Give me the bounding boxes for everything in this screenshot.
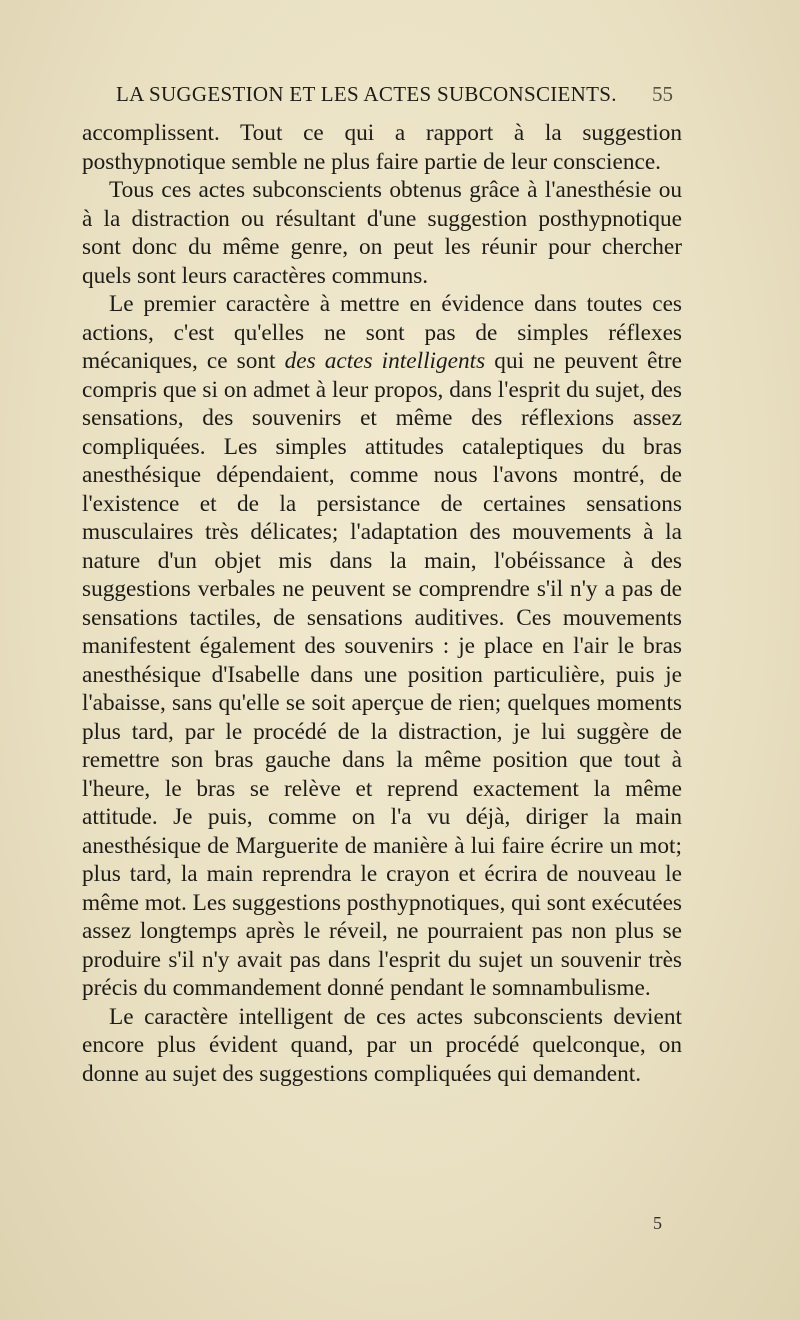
body-text xyxy=(82,119,682,1088)
signature-mark: 5 xyxy=(653,1213,662,1233)
italic-phrase: des actes intelligents xyxy=(284,348,486,374)
running-title: LA SUGGESTION ET LES ACTES SUBCONSCIENTS. xyxy=(116,82,617,106)
page-number: 55 xyxy=(652,82,673,106)
paragraph-continuation: accomplissent. Tout ce qui a rapport à la suggestion posthypnotique semble ne plus faire partie de leur conscience. xyxy=(82,120,682,175)
paragraph: Tous ces actes subconscients obtenus grâce à l'anesthésie ou à la distraction ou résultant d'une suggestion posthypnotique sont donc du même genre, on peut les réunir pour chercher quels sont leurs caractères communs. xyxy=(82,177,682,289)
paragraph: Le premier caractère à mettre en évidence dans toutes ces actions, c'est qu'elles ne sont pas de simples réflexes mécaniques, ce sont des actes intelligents qui ne peuvent être compris que si on admet à leur propos, dans l'esprit du sujet, des sensations, des souvenirs et même des réflexions assez compliquées. Les simples attitudes cataleptiques du bras anesthésique dépendaient, comme nous l'avons montré, de l'existence et de la persistance de certaines sensations musculaires très délicates; l'adaptation des mouvements à la nature d'un objet mis dans la main, l'obéissance à des suggestions verbales ne peuvent se comprendre s'il n'y a pas de sensations tactiles, de sensations auditives. Ces mouvements manifestent également des souvenirs : je place en l'air le bras anesthésique d'Isabelle dans une position particulière, puis je l'abaisse, sans qu'elle se soit aperçue de rien; quelques moments plus tard, par le procédé de la distraction, je lui suggère de remettre son bras gauche dans la même position que tout à l'heure, le bras se relève et reprend exactement la même attitude. Je puis, comme on l'a vu déjà, diriger la main anesthésique de Marguerite de manière à lui faire écrire un mot; plus tard, la main reprendra le crayon et écrira de nouveau le même mot. Les suggestions posthypnotiques, qui sont exécutées assez longtemps après le réveil, ne pourraient pas non plus se produire s'il n'y avait pas dans l'esprit du sujet un souvenir très précis du commandement donné pendant le somnambulisme. xyxy=(82,291,682,1001)
paragraph: Le caractère intelligent de ces actes subconscients devient encore plus évident quand, par un procédé quelconque, on donne au sujet des suggestions compliquées qui demandent. xyxy=(82,1003,682,1087)
